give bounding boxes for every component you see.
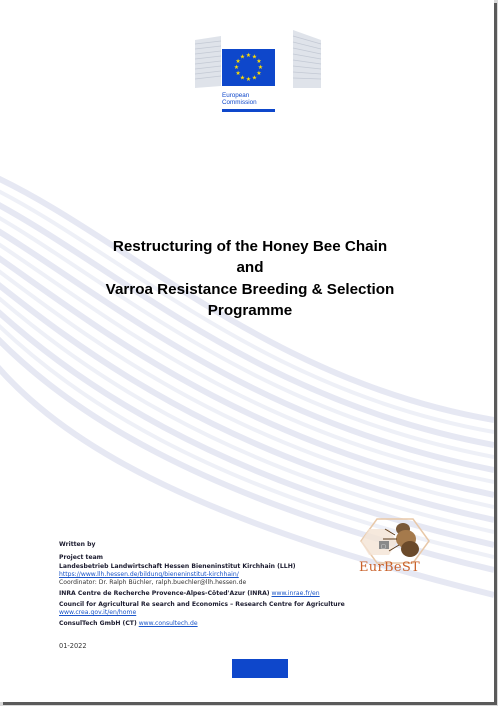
title-line-4: Programme (207, 301, 293, 319)
org3-name: Council for Agricultural Re search and Economics – Research Centre for Agriculture (59, 601, 345, 608)
svg-text:★: ★ (256, 70, 262, 77)
publication-date: 01-2022 (59, 642, 87, 650)
svg-text:★: ★ (257, 64, 264, 71)
org1-name: Landesbetrieb Landwirtschaft Hessen Bieneninstitut Kirchhain (LLH) (59, 563, 296, 570)
title-line-3: Varroa Resistance Breeding & Selection (105, 280, 395, 298)
svg-text:★: ★ (239, 53, 246, 61)
ec-logo-underline (222, 109, 275, 112)
project-team-label: Project team (59, 554, 104, 561)
org4-link[interactable]: www.consultech.de (138, 620, 198, 627)
svg-text:★: ★ (251, 53, 258, 61)
ec-logo-line1: European (222, 92, 250, 99)
written-by-label: Written by (59, 541, 96, 548)
ec-logo-line2: Commission (222, 99, 257, 106)
svg-text:★: ★ (239, 74, 246, 82)
svg-text:★: ★ (245, 76, 252, 83)
svg-text:□: □ (381, 544, 386, 550)
eu-blue-bar (232, 659, 288, 678)
org2-name: INRA Centre de Recherche Provence-Alpes-Côted'Azur (INRA) (59, 590, 270, 597)
org1-coordinator: Coordinator: Dr. Ralph Büchler, ralph.buechler@llh.hessen.de (59, 579, 247, 586)
european-commission-logo (193, 22, 323, 114)
document-title (40, 236, 460, 321)
svg-text:★: ★ (235, 70, 241, 77)
eurbest-logo-text: EurBeST (359, 560, 420, 575)
svg-text:★: ★ (245, 52, 252, 59)
svg-text:★: ★ (256, 58, 262, 65)
org1-link[interactable]: https://www.llh.hessen.de/bildung/bieneninstitut-kirchhain/ (59, 571, 239, 578)
title-line-1: Restructuring of the Honey Bee Chain (112, 238, 388, 255)
org2-link[interactable]: www.inrae.fr/en (271, 590, 320, 597)
title-line-2: and (236, 259, 264, 277)
org3-link[interactable]: www.crea.gov.it/en/home (59, 609, 137, 616)
svg-text:★: ★ (235, 58, 241, 65)
org4-name: ConsulTech GmbH (CT) (59, 620, 137, 627)
svg-text:★: ★ (233, 64, 240, 71)
svg-text:★: ★ (251, 74, 258, 82)
ec-logo-text (222, 92, 257, 106)
